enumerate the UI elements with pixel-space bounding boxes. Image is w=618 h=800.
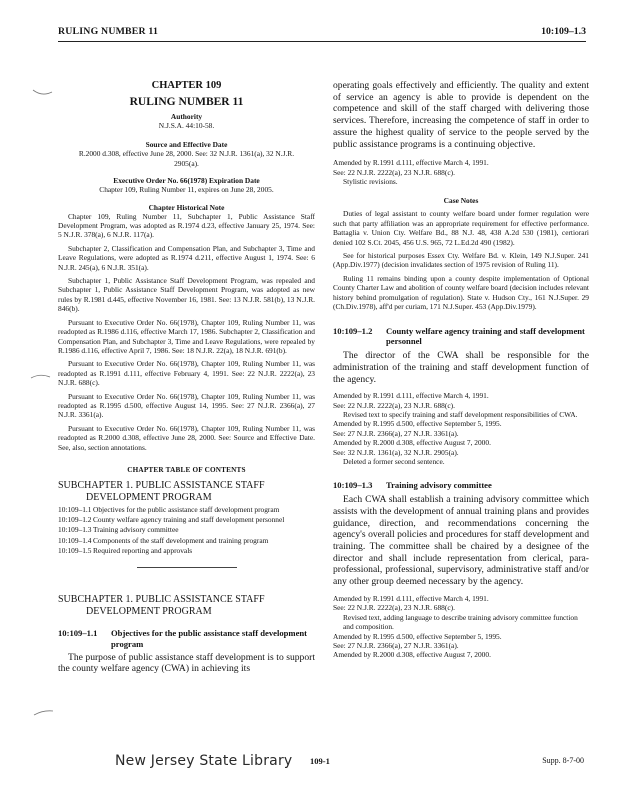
section-title: Training advisory committee [386, 480, 492, 491]
case-notes-label: Case Notes [443, 196, 479, 206]
supplement-date: Supp. 8-7-00 [542, 756, 584, 765]
header-title: RULING NUMBER 11 [58, 26, 159, 37]
section-text-continued: operating goals effectively and efficiently. The quality and extent of service an agency is able to provide is dependent on the competence and skill of the staff charged with delivering those services. Therefore, increasing the competence of staff in order to assure the highest quality of service to the people served by the public assistance programs is a continuing objective. [333, 80, 589, 150]
section-text: The purpose of public assistance staff development is to support the county welfare agency (CWA) in achieving its [58, 651, 315, 675]
amendment-line: Amended by R.1995 d.500, effective September 5, 1995. [333, 631, 502, 641]
amendment-line: Amended by R.1991 d.111, effective March 4, 1991. [333, 158, 489, 168]
toc-subchapter-line2: DEVELOPMENT PROGRAM [86, 491, 212, 503]
history-paragraph: Subchapter 1, Public Assistance Staff Development Program, was repealed and Subchapter 1, Public Assistance Staff Development Program, was adopted as new rules by R.1981 d.445, effective November 16, 1981. See: 13 N.J.R. 581(b), 13 N.J.R. 846(b). [58, 276, 315, 314]
section-heading [333, 326, 589, 348]
source-text: R.2000 d.308, effective June 28, 2000. See: 32 N.J.R. 1361(a), 32 N.J.R. 2905(a). [78, 149, 295, 168]
left-column [58, 52, 315, 675]
subchapter-heading-line1: SUBCHAPTER 1. PUBLIC ASSISTANCE STAFF [58, 593, 265, 605]
toc-item-title: Components of the staff development and training program [93, 535, 269, 545]
amendment-line: Revised text to specify training and staff development responsibilities of CWA. [343, 410, 578, 420]
authority-text: N.J.S.A. 44:10-58. [158, 121, 215, 130]
history-notes [58, 212, 315, 452]
amendment-line: Deleted a former second sentence. [343, 457, 445, 467]
toc-item[interactable] [58, 536, 315, 545]
amendment-line: Amended by R.2000 d.308, effective August 7, 2000. [333, 438, 491, 448]
margin-mark-icon [33, 708, 55, 718]
section-number: 10:109–1.1 [58, 627, 98, 638]
amendment-history [333, 594, 589, 660]
authority-label: Authority [170, 112, 203, 121]
toc-item-title: Objectives for the public assistance staff development program [93, 504, 280, 514]
amendment-line: Amended by R.1995 d.500, effective September 5, 1995. [333, 419, 502, 429]
amendment-history [333, 391, 589, 466]
source-label: Source and Effective Date [145, 140, 228, 150]
amendment-line: Amended by R.1991 d.111, effective March 4, 1991. [333, 391, 489, 401]
section-text: The director of the CWA shall be responsible for the administration of the training and staff development function of the agency. [333, 350, 589, 385]
section-number: 10:109–1.2 [333, 325, 373, 336]
history-paragraph: Subchapter 2, Classification and Compensation Plan, and Subchapter 3, Time and Leave Regulations, were adopted as R.1974 d.211, effective August 1, 1974. See: 6 N.J.R. 245(a), 6 N.J.R. 351(a). [58, 243, 315, 272]
case-note: Duties of legal assistant to county welfare board under former regulation were such that party affiliation was an appropriate requirement for effective performance. Battaglia v. Union Cty. Welfare Bd., 88 N.J. 48, 438 A.2d 530 (1981), certiorari denied 102 S.Ct. 2045, 456 U.S. 965, 72 L.Ed.2d 490 (1982). [333, 209, 589, 247]
history-paragraph: Chapter 109, Ruling Number 11, Subchapter 1, Public Assistance Staff Development Program, was adopted as R.1974 d.23, effective January 25, 1974. See: 5 N.J.R. 378(a), 6 N.J.R. 117(a). [58, 211, 315, 240]
margin-mark-icon [32, 88, 54, 98]
history-paragraph: Pursuant to Executive Order No. 66(1978), Chapter 109, Ruling Number 11, was readopted as R.2000 d.308, effective June 28, 2000. See: Source and Effective Date. See, also, section annotations. [58, 423, 315, 452]
section-title: County welfare agency training and staff development personnel [386, 325, 585, 347]
amendment-see: See: 22 N.J.R. 2222(a), 23 N.J.R. 688(c). [333, 167, 455, 177]
section-heading [58, 628, 315, 650]
toc-item-number: 10:109–1.5 [58, 545, 92, 555]
amendment-line: Amended by R.2000 d.308, effective August 7, 2000. [333, 650, 491, 660]
toc-list [58, 505, 315, 555]
section-number: 10:109–1.3 [333, 480, 373, 491]
header-section: 10:109–1.3 [541, 26, 586, 37]
margin-mark-icon [30, 372, 52, 382]
history-paragraph: Pursuant to Executive Order No. 66(1978), Chapter 109, Ruling Number 11, was readopted as R.1986 d.116, effective March 17, 1986. Subchapter 2, Classification and Compensation Plan, and Subchapter 3, Time and Leave Regulations, were repealed by R.1986 d.116, effective April 7, 1986. See: 18 N.J.R. 22(a), 18 N.J.R. 691(b). [58, 317, 315, 355]
history-label: Chapter Historical Note [148, 202, 225, 212]
toc-heading: CHAPTER TABLE OF CONTENTS [127, 465, 246, 474]
case-note: Ruling 11 remains binding upon a county despite implementation of Optional County Charter Law and abolition of county welfare board (decision includes relevant history behind promulgation of regulation). State v. Hudson Cty., 161 N.J.Super. 29 (Ch.Div.1978), aff'd per curiam, 171 N.J.Super. 453 (App.Div.1979). [333, 273, 589, 312]
amendment-line: Amended by R.1991 d.111, effective March 4, 1991. [333, 593, 489, 603]
subchapter-heading-line2: DEVELOPMENT PROGRAM [86, 605, 212, 617]
toc-item-title: Required reporting and approvals [93, 545, 193, 555]
toc-item-number: 10:109–1.3 [58, 525, 92, 535]
amendment-line: See: 27 N.J.R. 2366(a), 27 N.J.R. 3361(a). [333, 640, 459, 650]
amendment-line: See: 32 N.J.R. 1361(a), 32 N.J.R. 2905(a). [333, 447, 459, 457]
toc-item-number: 10:109–1.2 [58, 515, 92, 525]
amendment-line: Revised text, adding language to describe training advisory committee function and composition. [343, 612, 578, 632]
section-title: Objectives for the public assistance staff development program [111, 627, 308, 649]
toc-item[interactable] [58, 525, 315, 534]
amendment-line: See: 22 N.J.R. 2222(a), 23 N.J.R. 688(c). [333, 400, 455, 410]
amendment-note: Stylistic revisions. [343, 177, 398, 187]
toc-item-number: 10:109–1.1 [58, 504, 92, 514]
section-heading [333, 480, 589, 491]
toc-item[interactable] [58, 505, 315, 514]
header-rule [58, 41, 586, 42]
history-paragraph: Pursuant to Executive Order No. 66(1978), Chapter 109, Ruling Number 11, was readopted as R.1995 d.500, effective August 14, 1995. See: 27 N.J.R. 2366(a), 27 N.J.R. 3361(a). [58, 391, 315, 420]
section-divider [137, 567, 237, 568]
running-header [58, 26, 586, 41]
amendment-line: See: 27 N.J.R. 2366(a), 27 N.J.R. 3361(a). [333, 428, 459, 438]
right-column [333, 80, 589, 660]
toc-item-title: County welfare agency training and staff development personnel [93, 515, 285, 525]
toc-item-title: Training advisory committee [93, 525, 179, 535]
exec-order-text: Chapter 109, Ruling Number 11, expires on June 28, 2005. [99, 185, 274, 195]
toc-subchapter-line1: SUBCHAPTER 1. PUBLIC ASSISTANCE STAFF [58, 479, 265, 491]
page-number: 109-1 [310, 756, 330, 766]
toc-item[interactable] [58, 546, 315, 555]
history-paragraph: Pursuant to Executive Order No. 66(1978), Chapter 109, Ruling Number 11, was readopted as R.1991 d.111, effective February 4, 1991. See: 22 N.J.R. 2222(a), 23 N.J.R. 688(c). [58, 359, 315, 388]
amendment-line: See: 22 N.J.R. 2222(a), 23 N.J.R. 688(c). [333, 603, 455, 613]
library-stamp: New Jersey State Library [115, 753, 293, 769]
ruling-title: RULING NUMBER 11 [129, 96, 244, 108]
toc-item-number: 10:109–1.4 [58, 535, 92, 545]
chapter-title: CHAPTER 109 [151, 80, 222, 91]
toc-item[interactable] [58, 515, 315, 524]
section-text: Each CWA shall establish a training advisory committee which assists with the development of annual training plans and provides guidance, direction, and recommendations concerning the agency's overall policies and procedures for staff development and training. The committee shall be chaired by a designee of the director and shall include representation from clerical, para-professional, professional, supervisory, administrative staff and/or any other group deemed necessary by the agency. [333, 494, 589, 588]
exec-order-label: Executive Order No. 66(1978) Expiration Date [113, 176, 260, 186]
case-note: See for historical purposes Essex Cty. Welfare Bd. v. Klein, 149 N.J.Super. 241 (App.Div.1977) (decision invalidates section of 1975 revision of Ruling 11). [333, 251, 589, 270]
